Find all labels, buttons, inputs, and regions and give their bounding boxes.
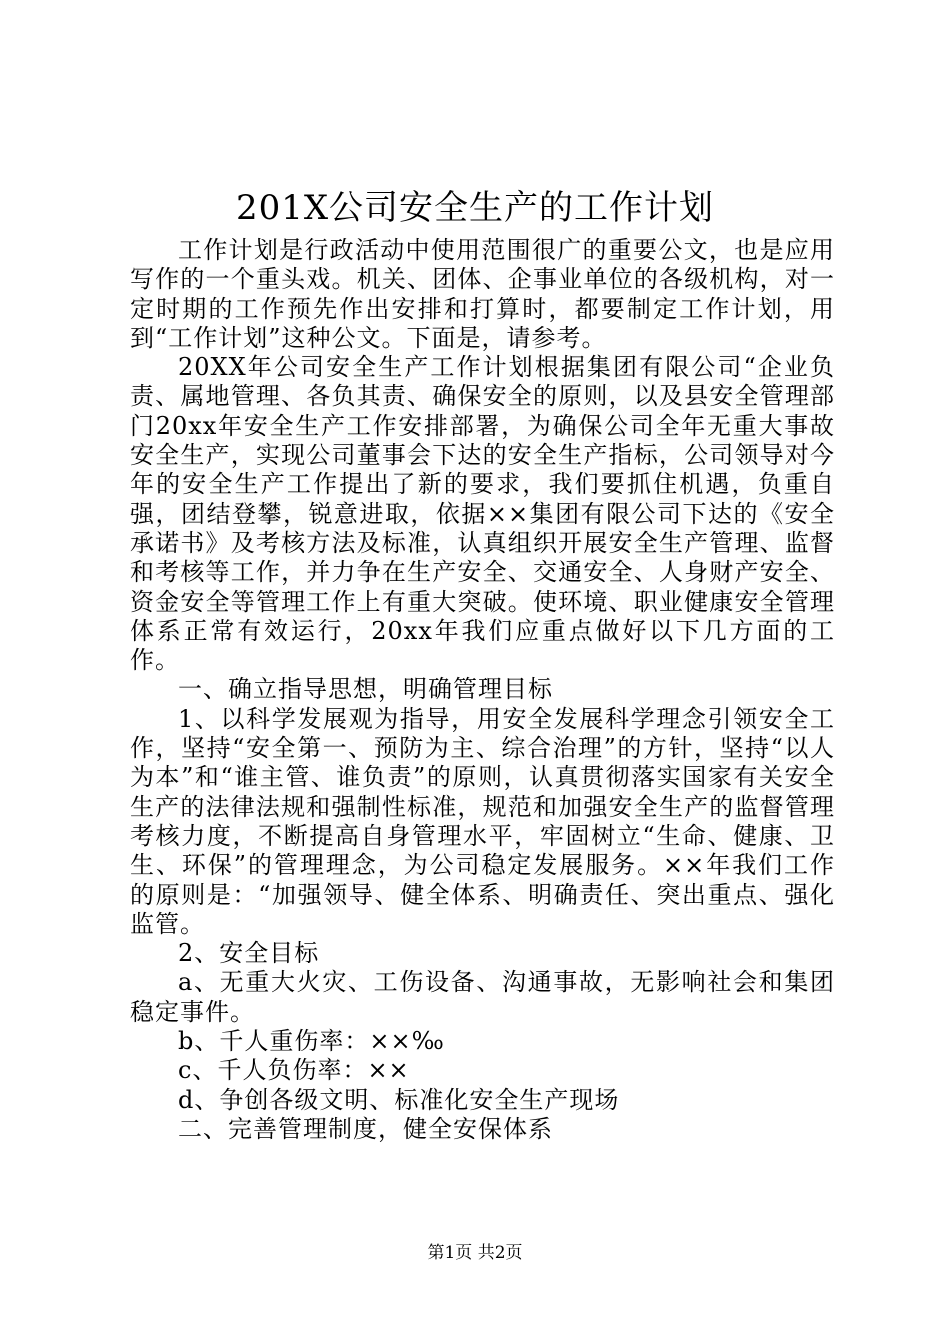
document-body <box>130 236 835 1144</box>
paragraph-guiding-thought: 1、以科学发展观为指导，用安全发展科学理念引领安全工作，坚持“安全第一、预防为主、综合治理”的方针，坚持“以人为本”和“谁主管、谁负责”的原则，认真贯彻落实国家有关安全生产的法律法规和强制性标准，规范和加强安全生产的监督管理考核力度，不断提高自身管理水平，牢固树立“生命、健康、卫生、环保”的管理理念，为公司稳定发展服务。××年我们工作的原则是：“加强领导、健全体系、明确责任、突出重点、强化监管。 <box>130 704 835 938</box>
goal-item-a: a、无重大火灾、工伤设备、沟通事故，无影响社会和集团稳定事件。 <box>130 968 835 1026</box>
paragraph-intro: 工作计划是行政活动中使用范围很广的重要公文，也是应用写作的一个重头戏。机关、团体、企事业单位的各级机构，对一定时期的工作预先作出安排和打算时，都要制定工作计划，用到“工作计划”这种公文。下面是，请参考。 <box>130 236 835 352</box>
goal-item-c: c、千人负伤率：×× <box>178 1056 410 1085</box>
subheading-safety-goals: 2、安全目标 <box>178 939 320 968</box>
section-heading-2: 二、完善管理制度，健全安保体系 <box>178 1114 553 1143</box>
page-number: 第1页 共2页 <box>427 1243 523 1263</box>
goal-item-d: d、争创各级文明、标准化安全生产现场 <box>178 1085 620 1114</box>
paragraph-overview: 20XX年公司安全生产工作计划根据集团有限公司“企业负责、属地管理、各负其责、确保安全的原则，以及县安全管理部门20xx年安全生产工作安排部署，为确保公司全年无重大事故安全生产，实现公司董事会下达的安全生产指标，公司领导对今年的安全生产工作提出了新的要求，我们要抓住机遇，负重自强，团结登攀，锐意进取，依据××集团有限公司下达的《安全承诺书》及考核方法及标准，认真组织开展安全生产管理、监督和考核等工作，并力争在生产安全、交通安全、人身财产安全、资金安全等管理工作上有重大突破。使环境、职业健康安全管理体系正常有效运行，20xx年我们应重点做好以下几方面的工作。 <box>130 353 835 675</box>
goal-item-b: b、千人重伤率：××‰ <box>178 1027 445 1056</box>
document-title: 201X公司安全生产的工作计划 <box>235 188 715 228</box>
section-heading-1: 一、确立指导思想，明确管理目标 <box>178 675 553 704</box>
